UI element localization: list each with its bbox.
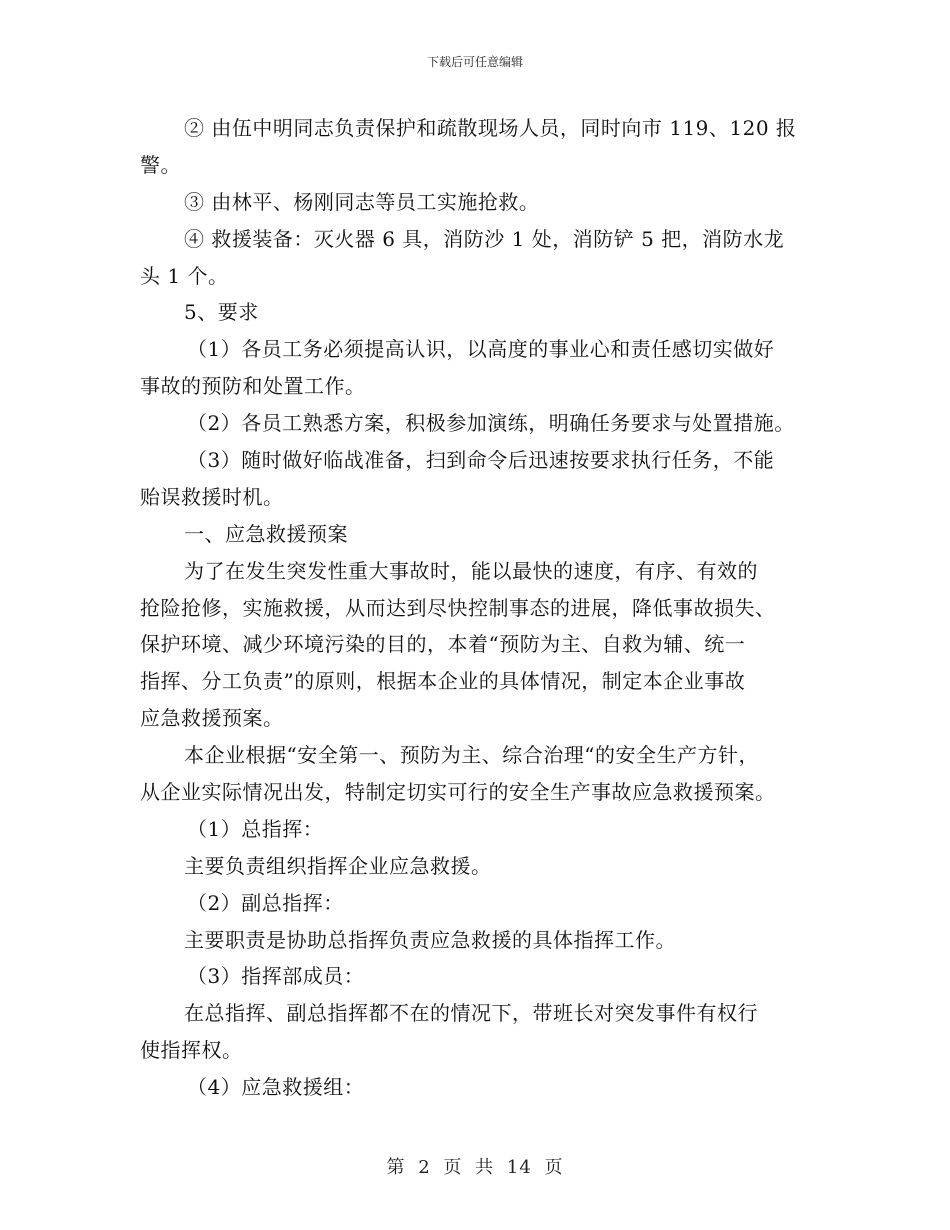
footer-label-di: 第 <box>386 1157 406 1178</box>
paragraph-line: 抢险抢修，实施救援，从而达到尽快控制事态的进展，降低事故损失、 <box>140 595 776 620</box>
paragraph-line: 保护环境、减少环境污染的目的，本着“预防为主、自救为辅、统一 <box>140 632 746 657</box>
paragraph-line: 从企业实际情况出发，特制定切实可行的安全生产事故应急救援预案。 <box>140 780 776 805</box>
paragraph-line: ④ 救援装备：灭火器 6 具，消防沙 1 处，消防铲 5 把，消防水龙 <box>184 226 785 251</box>
paragraph-line: （3）随时做好临战准备，扫到命令后迅速按要求执行任务，不能 <box>187 448 775 473</box>
current-page-number: 2 <box>418 1157 431 1178</box>
subsection-heading: （3）指挥部成员： <box>187 964 365 989</box>
paragraph-line: 使指挥权。 <box>140 1038 243 1063</box>
subsection-heading: （1）总指挥： <box>187 816 324 841</box>
paragraph-line: 在总指挥、副总指挥都不在的情况下，带班长对突发事件有权行 <box>184 1001 758 1026</box>
paragraph-line: 主要负责组织指挥企业应急救援。 <box>184 853 492 878</box>
paragraph-line: 贻误救援时机。 <box>140 484 284 509</box>
footer-label-gong: 共 <box>475 1157 495 1178</box>
document-body <box>140 110 820 1106</box>
paragraph-line: （2）各员工熟悉方案，积极参加演练，明确任务要求与处置措施。 <box>187 411 795 436</box>
paragraph-line: 头 1 个。 <box>140 263 229 288</box>
section-heading: 5、要求 <box>184 300 259 325</box>
page-header: 下载后可任意编辑 <box>426 55 523 69</box>
paragraph-line: 警。 <box>140 152 181 177</box>
footer-label-ye: 页 <box>443 1157 463 1178</box>
paragraph-line: 本企业根据“安全第一、预防为主、综合治理“的安全生产方针， <box>184 743 759 768</box>
subsection-heading: （2）副总指挥： <box>187 890 344 915</box>
paragraph-line: 主要职责是协助总指挥负责应急救援的具体指挥工作。 <box>184 927 676 952</box>
paragraph-line: ② 由伍中明同志负责保护和疏散现场人员，同时向市 119、120 报 <box>184 116 797 140</box>
paragraph-line: 指挥、分工负责”的原则，根据本企业的具体情况，制定本企业事故 <box>140 669 746 694</box>
total-page-number: 14 <box>506 1157 532 1178</box>
footer-label-ye2: 页 <box>544 1157 564 1178</box>
paragraph-line: 为了在发生突发性重大事故时，能以最快的速度，有序、有效的 <box>184 558 758 583</box>
paragraph-line: ③ 由林平、杨刚同志等员工实施抢救。 <box>184 189 540 214</box>
page-footer <box>0 1153 950 1179</box>
paragraph-line: 事故的预防和处置工作。 <box>140 374 366 399</box>
section-heading: 一、应急救援预案 <box>184 521 348 546</box>
subsection-heading: （4）应急救援组： <box>187 1075 365 1100</box>
paragraph-line: 应急救援预案。 <box>140 706 284 731</box>
paragraph-line: （1）各员工务必须提高认识，以高度的事业心和责任感切实做好 <box>187 337 775 362</box>
